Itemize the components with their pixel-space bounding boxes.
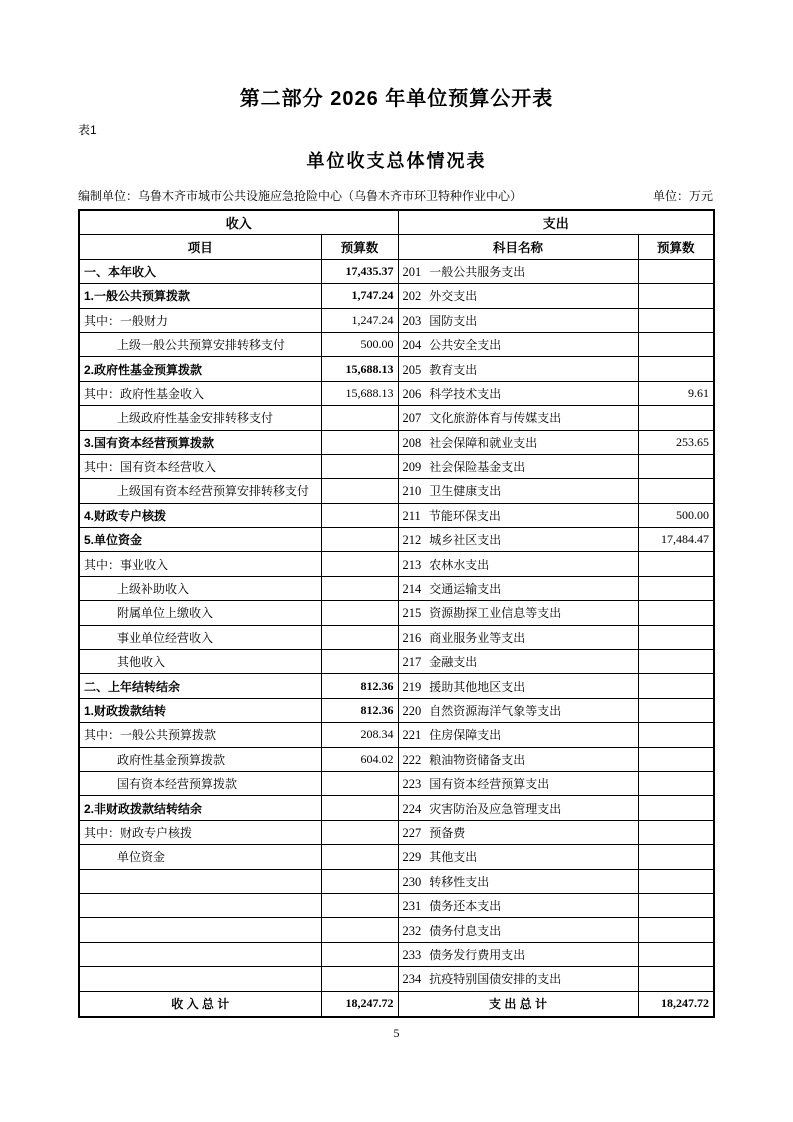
table-meta-row	[78, 188, 713, 204]
expense-section-header: 支出	[398, 210, 714, 235]
expense-subject-cell: 223 国有资本经营预算支出	[398, 771, 638, 795]
column-header-2: 科目名称	[398, 235, 638, 259]
expense-code: 216	[402, 630, 422, 645]
expense-amount-cell: 253.65	[638, 430, 714, 454]
expense-amount-cell	[638, 771, 714, 795]
income-item-cell: 3.国有资本经营预算拨款	[79, 430, 321, 454]
income-item-cell	[79, 967, 321, 991]
income-amount-cell: 500.00	[321, 332, 398, 356]
expense-subject-cell: 221 住房保障支出	[398, 723, 638, 747]
income-item-cell: 二、上年结转结余	[79, 674, 321, 698]
expense-amount-cell	[638, 918, 714, 942]
table-row	[79, 650, 714, 674]
income-item-cell: 附属单位上缴收入	[79, 601, 321, 625]
expense-amount-cell	[638, 259, 714, 283]
table-row	[79, 381, 714, 405]
income-item-cell: 其中：事业收入	[79, 552, 321, 576]
expense-amount-cell	[638, 698, 714, 722]
expense-code: 201	[402, 264, 422, 279]
expense-amount-cell	[638, 552, 714, 576]
expense-subject-cell: 216 商业服务业等支出	[398, 625, 638, 649]
income-item-cell: 2.政府性基金预算拨款	[79, 357, 321, 381]
expense-subject-cell: 234 抗疫特别国债安排的支出	[398, 967, 638, 991]
expense-subject-cell: 233 债务发行费用支出	[398, 942, 638, 966]
income-item-cell: 1.财政拨款结转	[79, 698, 321, 722]
expense-code: 207	[402, 411, 422, 426]
expense-code: 209	[402, 460, 422, 475]
expense-code: 219	[402, 679, 422, 694]
expense-code: 204	[402, 338, 422, 353]
prepared-by-label: 编制单位：乌鲁木齐市城市公共设施应急抢险中心（乌鲁木齐市环卫特种作业中心）	[78, 189, 523, 203]
expense-subject-cell: 208 社会保障和就业支出	[398, 430, 638, 454]
income-item-cell: 其中：一般公共预算拨款	[79, 723, 321, 747]
table-row	[79, 942, 714, 966]
income-section-header: 收入	[79, 210, 398, 235]
expense-code: 227	[402, 825, 422, 840]
income-amount-cell	[321, 650, 398, 674]
table-row	[79, 820, 714, 844]
table-row	[79, 893, 714, 917]
expense-amount-cell	[638, 820, 714, 844]
expense-subject-cell: 211 节能环保支出	[398, 503, 638, 527]
income-amount-cell	[321, 454, 398, 478]
table-row	[79, 308, 714, 332]
table-title: 单位收支总体情况表	[306, 151, 487, 171]
table-row	[79, 625, 714, 649]
income-amount-cell	[321, 479, 398, 503]
expense-subject-cell: 204 公共安全支出	[398, 332, 638, 356]
expense-amount-cell	[638, 357, 714, 381]
income-item-cell: 上级一般公共预算安排转移支付	[79, 332, 321, 356]
income-amount-cell: 812.36	[321, 674, 398, 698]
table-row	[79, 284, 714, 308]
expense-amount-cell: 9.61	[638, 381, 714, 405]
expense-subject-cell: 201 一般公共服务支出	[398, 259, 638, 283]
income-item-cell	[79, 893, 321, 917]
income-item-cell: 其中：国有资本经营收入	[79, 454, 321, 478]
expense-subject-cell: 232 债务付息支出	[398, 918, 638, 942]
expense-amount-cell	[638, 601, 714, 625]
expense-subject-cell: 214 交通运输支出	[398, 576, 638, 600]
total-row	[79, 991, 714, 1017]
income-item-cell: 其他收入	[79, 650, 321, 674]
income-amount-cell	[321, 820, 398, 844]
column-header-3: 预算数	[638, 235, 714, 259]
expense-code: 206	[402, 386, 422, 401]
table-row	[79, 406, 714, 430]
expense-amount-cell	[638, 650, 714, 674]
expense-subject-cell: 209 社会保险基金支出	[398, 454, 638, 478]
expense-amount-cell	[638, 893, 714, 917]
income-amount-cell: 15,688.13	[321, 357, 398, 381]
income-amount-cell	[321, 552, 398, 576]
expense-amount-cell	[638, 845, 714, 869]
expense-code: 203	[402, 313, 422, 328]
expense-code: 211	[402, 508, 421, 523]
income-amount-cell: 1,247.24	[321, 308, 398, 332]
income-amount-cell: 17,435.37	[321, 259, 398, 283]
income-amount-cell: 812.36	[321, 698, 398, 722]
table-row	[79, 259, 714, 283]
table-row	[79, 430, 714, 454]
expense-amount-cell	[638, 723, 714, 747]
table-row	[79, 503, 714, 527]
expense-amount-cell	[638, 747, 714, 771]
document-title: 第二部分 2026 年单位预算公开表	[239, 88, 554, 110]
table-row	[79, 552, 714, 576]
expense-code: 224	[402, 801, 422, 816]
expense-code: 229	[402, 850, 422, 865]
income-amount-cell	[321, 869, 398, 893]
expense-amount-cell	[638, 674, 714, 698]
expense-code: 217	[402, 655, 422, 670]
income-item-cell: 其中：一般财力	[79, 308, 321, 332]
column-header-1: 预算数	[321, 235, 398, 259]
column-header-0: 项目	[79, 235, 321, 259]
income-item-cell: 上级政府性基金安排转移支付	[79, 406, 321, 430]
income-item-cell: 其中：政府性基金收入	[79, 381, 321, 405]
expense-subject-cell: 230 转移性支出	[398, 869, 638, 893]
income-amount-cell: 604.02	[321, 747, 398, 771]
expense-amount-cell	[638, 284, 714, 308]
income-item-cell: 事业单位经营收入	[79, 625, 321, 649]
expense-code: 221	[402, 728, 422, 743]
expense-subject-cell: 206 科学技术支出	[398, 381, 638, 405]
expense-subject-cell: 207 文化旅游体育与传媒支出	[398, 406, 638, 430]
table-row	[79, 918, 714, 942]
expense-code: 231	[402, 899, 422, 914]
expense-subject-cell: 220 自然资源海洋气象等支出	[398, 698, 638, 722]
table-row	[79, 796, 714, 820]
income-item-cell: 一、本年收入	[79, 259, 321, 283]
expense-code: 220	[402, 704, 422, 718]
expense-subject-cell: 213 农林水支出	[398, 552, 638, 576]
expense-code: 232	[402, 923, 422, 938]
table-row	[79, 723, 714, 747]
income-item-cell: 2.非财政拨款结转结余	[79, 796, 321, 820]
income-amount-cell: 1,747.24	[321, 284, 398, 308]
column-header-row	[79, 235, 714, 259]
income-amount-cell	[321, 918, 398, 942]
expense-code: 208	[402, 435, 422, 450]
income-amount-cell	[321, 942, 398, 966]
table-row	[79, 454, 714, 478]
table-row	[79, 576, 714, 600]
income-item-cell	[79, 942, 321, 966]
expense-total-amount: 18,247.72	[638, 991, 714, 1017]
income-item-cell	[79, 869, 321, 893]
expense-subject-cell: 212 城乡社区支出	[398, 528, 638, 552]
expense-subject-cell: 215 资源勘探工业信息等支出	[398, 601, 638, 625]
expense-code: 205	[402, 362, 422, 377]
table-row	[79, 674, 714, 698]
expense-amount-cell	[638, 576, 714, 600]
income-item-cell: 上级补助收入	[79, 576, 321, 600]
page-number: 5	[393, 1026, 400, 1040]
income-amount-cell	[321, 576, 398, 600]
income-amount-cell	[321, 967, 398, 991]
expense-code: 233	[402, 947, 422, 962]
income-item-cell: 4.财政专户核拨	[79, 503, 321, 527]
expense-amount-cell	[638, 332, 714, 356]
income-amount-cell	[321, 601, 398, 625]
table-row	[79, 601, 714, 625]
expense-code: 234	[402, 972, 422, 987]
income-item-cell: 政府性基金预算拨款	[79, 747, 321, 771]
expense-amount-cell	[638, 942, 714, 966]
expense-code: 212	[402, 533, 422, 548]
income-item-cell: 5.单位资金	[79, 528, 321, 552]
expense-code: 230	[402, 874, 422, 889]
income-item-cell: 上级国有资本经营预算安排转移支付	[79, 479, 321, 503]
expense-amount-cell	[638, 308, 714, 332]
expense-code: 214	[402, 582, 422, 597]
income-amount-cell	[321, 528, 398, 552]
income-amount-cell: 208.34	[321, 723, 398, 747]
income-item-cell: 其中：财政专户核拨	[79, 820, 321, 844]
expense-subject-cell: 205 教育支出	[398, 357, 638, 381]
table-label: 表1	[78, 123, 97, 137]
expense-amount-cell	[638, 479, 714, 503]
table-row	[79, 479, 714, 503]
expense-amount-cell	[638, 796, 714, 820]
income-amount-cell	[321, 503, 398, 527]
income-amount-cell	[321, 771, 398, 795]
income-amount-cell	[321, 406, 398, 430]
expense-subject-cell: 202 外交支出	[398, 284, 638, 308]
expense-subject-cell: 224 灾害防治及应急管理支出	[398, 796, 638, 820]
income-item-cell	[79, 918, 321, 942]
expense-amount-cell: 500.00	[638, 503, 714, 527]
expense-amount-cell	[638, 625, 714, 649]
table-row	[79, 869, 714, 893]
income-item-cell: 单位资金	[79, 845, 321, 869]
income-amount-cell	[321, 893, 398, 917]
expense-subject-cell: 229 其他支出	[398, 845, 638, 869]
expense-code: 215	[402, 606, 422, 621]
expense-subject-cell: 210 卫生健康支出	[398, 479, 638, 503]
expense-code: 222	[402, 752, 422, 767]
expense-subject-cell: 203 国防支出	[398, 308, 638, 332]
budget-summary-table	[78, 209, 715, 1018]
expense-amount-cell	[638, 406, 714, 430]
expense-code: 202	[402, 289, 422, 304]
section-header-row	[79, 210, 714, 235]
table-row	[79, 528, 714, 552]
income-amount-cell	[321, 796, 398, 820]
expense-amount-cell	[638, 869, 714, 893]
expense-code: 210	[402, 484, 422, 499]
income-total-amount: 18,247.72	[321, 991, 398, 1017]
table-row	[79, 698, 714, 722]
income-amount-cell: 15,688.13	[321, 381, 398, 405]
expense-subject-cell: 227 预备费	[398, 820, 638, 844]
income-item-cell: 1.一般公共预算拨款	[79, 284, 321, 308]
expense-amount-cell	[638, 454, 714, 478]
expense-amount-cell: 17,484.47	[638, 528, 714, 552]
expense-total-label: 支 出 总 计	[398, 991, 638, 1017]
table-row	[79, 357, 714, 381]
table-row	[79, 747, 714, 771]
table-row	[79, 332, 714, 356]
expense-code: 213	[402, 557, 422, 572]
table-row	[79, 845, 714, 869]
table-row	[79, 967, 714, 991]
income-total-label: 收 入 总 计	[79, 991, 321, 1017]
expense-subject-cell: 222 粮油物资储备支出	[398, 747, 638, 771]
table-row	[79, 771, 714, 795]
income-item-cell: 国有资本经营预算拨款	[79, 771, 321, 795]
income-amount-cell	[321, 430, 398, 454]
income-amount-cell	[321, 625, 398, 649]
income-amount-cell	[321, 845, 398, 869]
expense-subject-cell: 231 债务还本支出	[398, 893, 638, 917]
expense-amount-cell	[638, 967, 714, 991]
expense-subject-cell: 219 援助其他地区支出	[398, 674, 638, 698]
unit-note-label: 单位：万元	[652, 189, 713, 203]
expense-subject-cell: 217 金融支出	[398, 650, 638, 674]
expense-code: 223	[402, 777, 422, 792]
